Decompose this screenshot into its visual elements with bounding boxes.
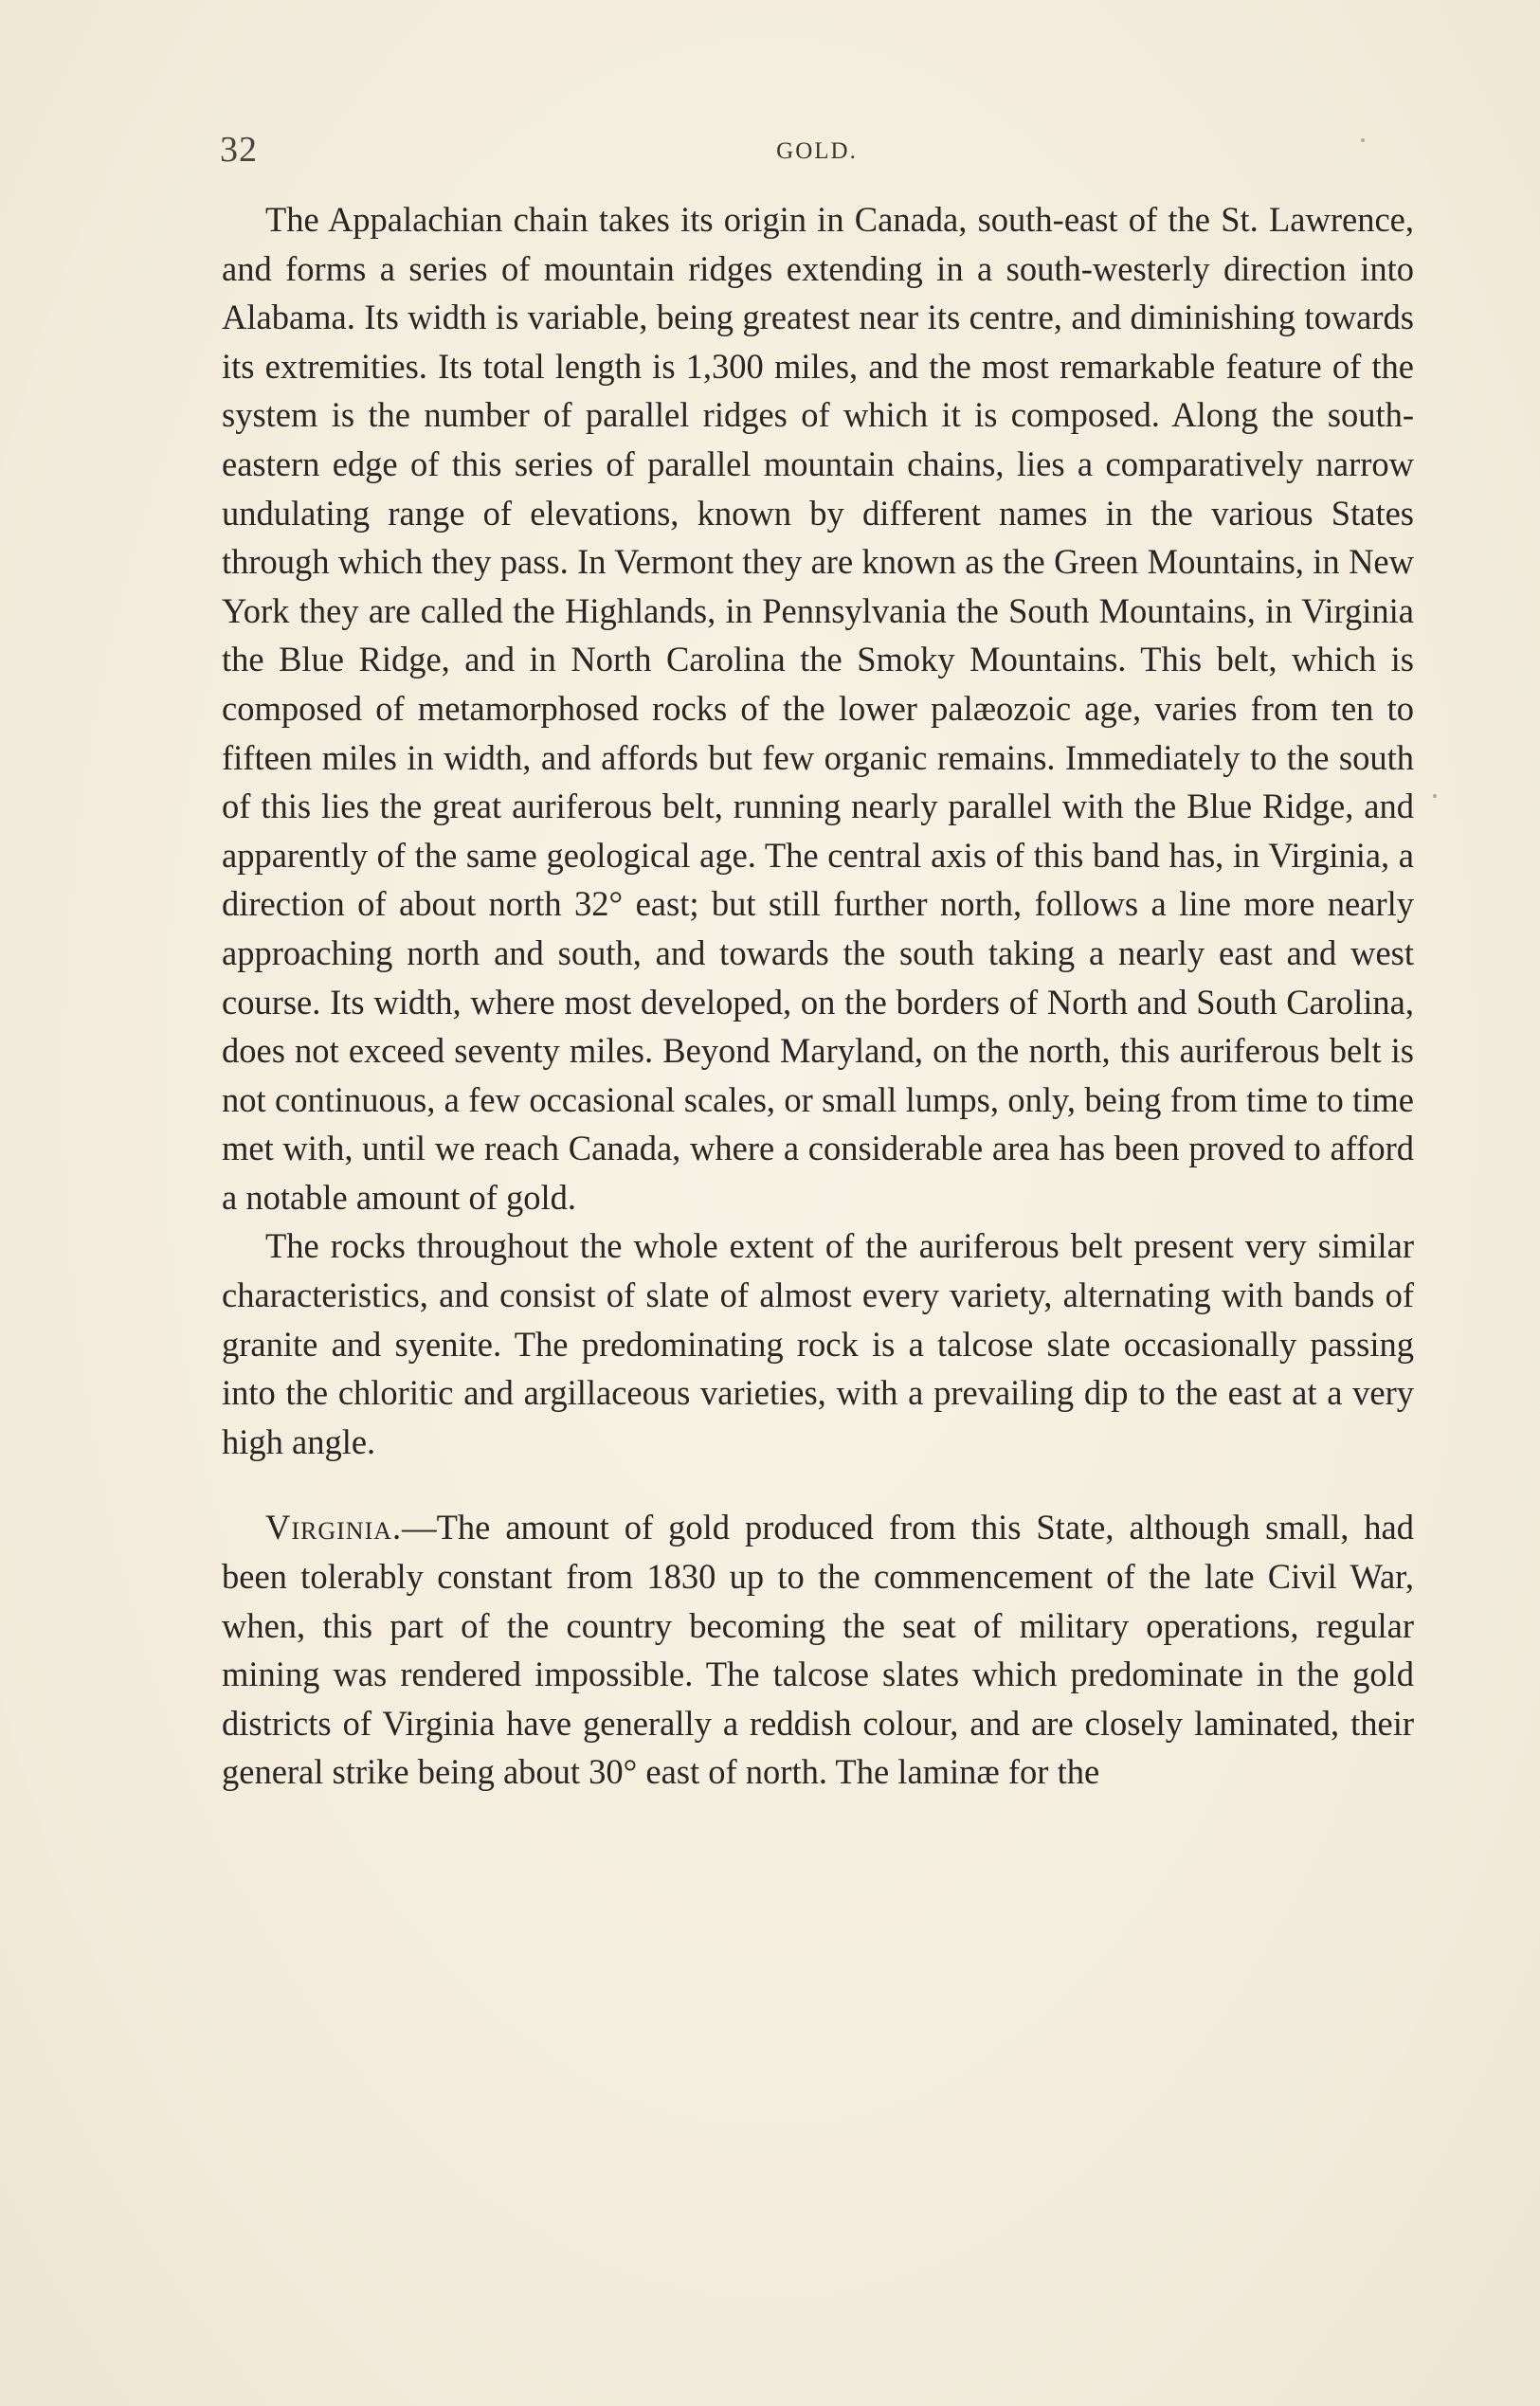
running-title: GOLD. bbox=[776, 138, 858, 164]
running-head bbox=[220, 129, 1414, 176]
paper-speck bbox=[1433, 794, 1437, 798]
section-virginia bbox=[222, 1503, 1414, 1797]
section-heading: Virginia. bbox=[265, 1508, 403, 1547]
paragraph-appalachian-chain: The Appalachian chain takes its origin in Canada, south-east of the St. Lawrence, and forms a series of mountain ridges extending in a south-westerly direction into Alabama. Its width is variable, being greatest near its centre, and diminishing towards its extremities. Its total length is 1,300 miles, and the most remarkable feature of the system is the number of parallel ridges of which it is composed. Along the south-eastern edge of this series of parallel mountain chains, lies a comparatively narrow undulating range of elevations, known by different names in the various States through which they pass. In Vermont they are known as the Green Mountains, in New York they are called the Highlands, in Pennsylvania the South Mountains, in Virginia the Blue Ridge, and in North Carolina the Smoky Mountains. This belt, which is composed of metamorphosed rocks of the lower palæozoic age, varies from ten to fifteen miles in width, and affords but few organic remains. Immediately to the south of this lies the great auriferous belt, running nearly parallel with the Blue Ridge, and apparently of the same geological age. The central axis of this band has, in Virginia, a direction of about north 32° east; but still further north, follows a line more nearly approaching north and south, and towards the south taking a nearly east and west course. Its width, where most developed, on the borders of North and South Carolina, does not exceed seventy miles. Beyond Maryland, on the north, this auriferous belt is not continuous, a few occasional scales, or small lumps, only, being from time to time met with, until we reach Canada, where a considerable area has been proved to afford a notable amount of gold. bbox=[222, 200, 1414, 1217]
section-text: —The amount of gold produced from this State, although small, had been tolerably constant from 1830 up to the commencement of the late Civil War, when, this part of the country becoming the seat of military operations, regular mining was rendered impossible. The talcose slates which predominate in the gold districts of Virginia have generally a reddish colour, and are closely laminated, their general strike being about 30° east of north. The laminæ for the bbox=[222, 1508, 1414, 1792]
body-text bbox=[222, 195, 1414, 1797]
paper-speck bbox=[1361, 138, 1365, 142]
page-number: 32 bbox=[220, 130, 258, 170]
paragraph-auriferous-rocks: The rocks throughout the whole extent of the auriferous belt present very similar characteristics, and consist of slate of almost every variety, alternating with bands of granite and syenite. The predominating rock is a talcose slate occasionally passing into the chloritic and argillaceous varieties, with a prevailing dip to the east at a very high angle. bbox=[222, 1226, 1414, 1461]
